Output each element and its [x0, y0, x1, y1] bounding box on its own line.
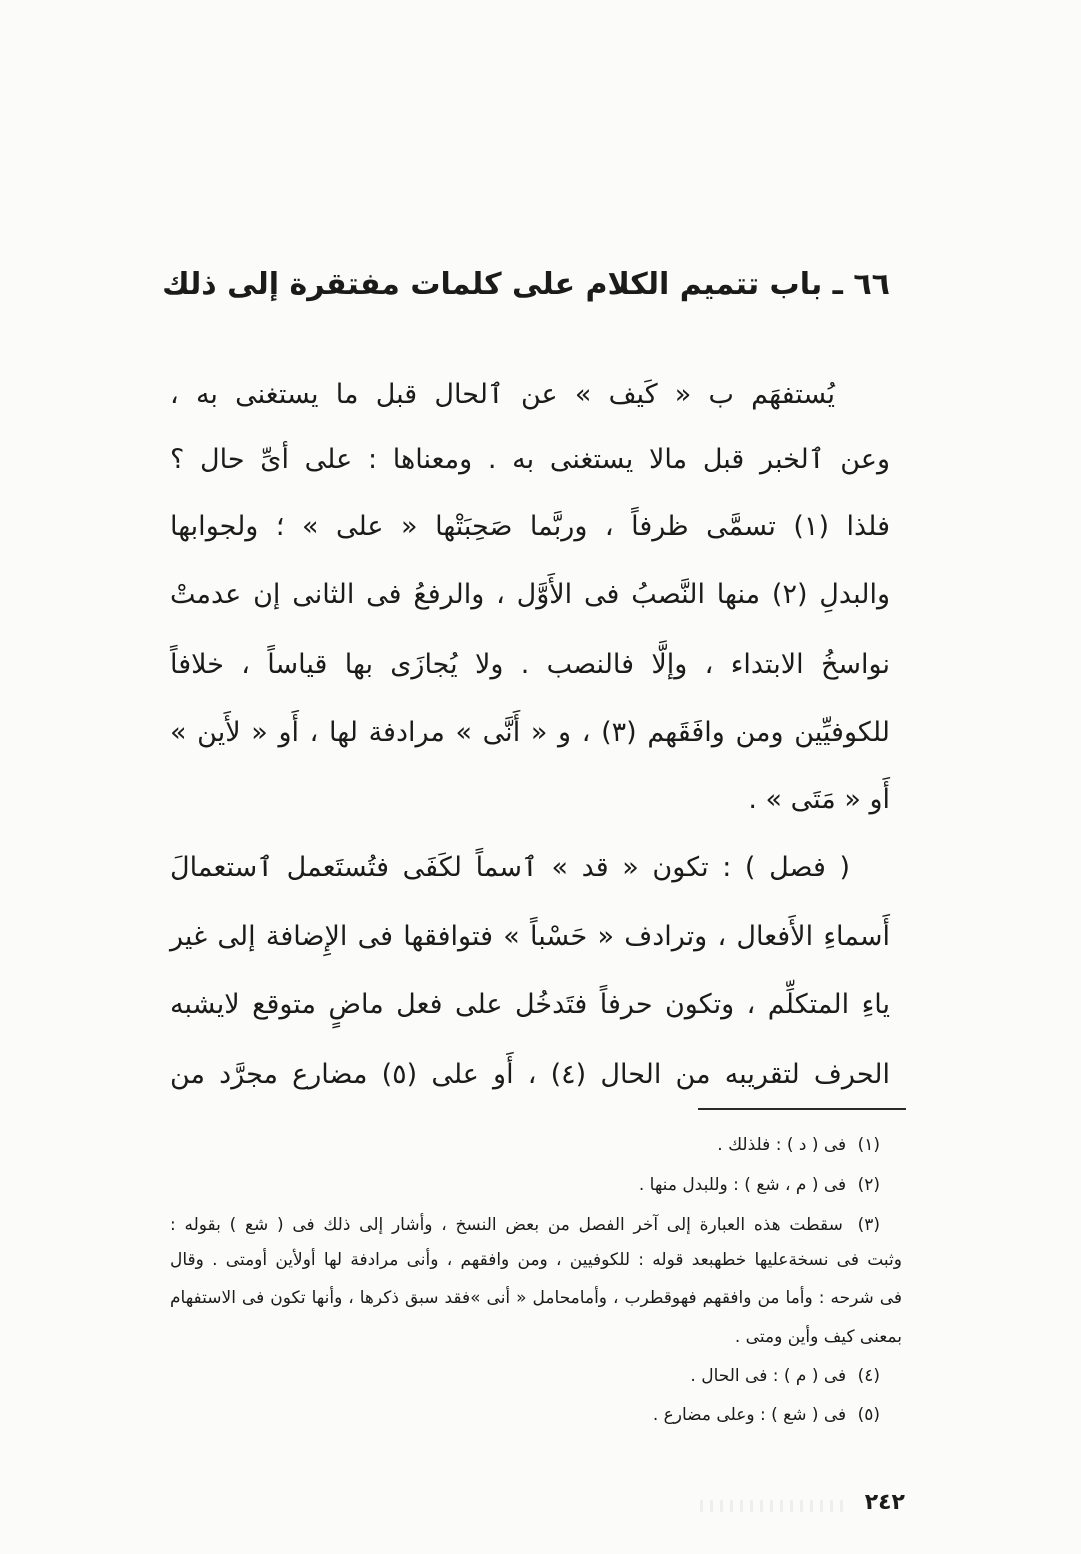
paragraph-1-line-1: يُستفهَم ب « كَيف » عن ٱلحال قبل ما يستغنى به ،	[170, 379, 835, 410]
footnote-marker: (٣)	[857, 1215, 881, 1235]
chapter-title: ٦٦ ـ باب تتميم الكلام على كلمات مفتقرة إلى ذلك	[162, 267, 890, 302]
footnote-text: فى ( د ) : فلذلك .	[717, 1135, 847, 1155]
paragraph-1-line-2: وعن ٱلخبر قبل مالا يستغنى به . ومعناها : على أىِّ حال ؟	[170, 444, 890, 475]
paragraph-1-line-5: نواسخُ الابتداء ، وإلَّا فالنصب . ولا يُجازَى بها قياساً ، خلافاً	[170, 649, 890, 680]
footnote-3-continuation-1: وثبت فى نسخةعليها خطهبعد قوله : للكوفيين ، ومن وافقهم ، وأنى مرادفة لها أولأين أومتى . وقال	[170, 1250, 902, 1270]
paragraph-2-line-1: ( فصل ) : تكون « قد » ٱسماً لكَفَى فتُستَعمل ٱستعمالَ	[170, 852, 850, 883]
paragraph-2-line-2: أَسماءِ الأَفعال ، وترادف « حَسْباً » فتوافقها فى الإِضافة إلى غير	[170, 921, 890, 952]
paragraph-1-line-3: فلذا (١) تسمَّى ظرفاً ، وربَّما صَحِبَتْها « على » ؛ ولجوابها	[170, 511, 891, 542]
footnote-separator	[698, 1108, 906, 1110]
footnote-1	[170, 1131, 902, 1159]
footnote-3-continuation-2: فى شرحه : وأما من وافقهم فهوقطرب ، وأمامحامل « أنى »فقد سبق ذكرها ، وأنها تكون فى الاستفهام	[170, 1288, 902, 1308]
footnote-3-continuation-3: بمعنى كيف وأين ومتى .	[734, 1327, 902, 1347]
footnote-text: سقطت هذه العبارة إلى آخر الفصل من بعض النسخ ، وأشار إلى ذلك فى ( شع ) بقوله :	[170, 1215, 843, 1235]
footnote-marker: (٥)	[857, 1405, 880, 1425]
paragraph-1-line-4: والبدلِ (٢) منها النَّصبُ فى الأَوَّل ، والرفعُ فى الثانى إن عدمتْ	[170, 579, 890, 610]
footnote-text: فى ( م ، شع ) : وللبدل منها .	[638, 1175, 847, 1195]
footnote-marker: (٤)	[857, 1366, 880, 1386]
footnote-3	[170, 1211, 902, 1239]
footnote-marker: (٢)	[857, 1175, 880, 1195]
page-number: ٢٤٢	[864, 1490, 905, 1515]
footnote-5	[170, 1401, 902, 1429]
footnote-4	[170, 1362, 902, 1390]
footnote-marker: (١)	[857, 1135, 880, 1155]
paragraph-1-line-7: أَو « مَتَى » .	[748, 784, 890, 815]
footnote-text: فى ( شع ) : وعلى مضارع .	[652, 1405, 847, 1425]
paragraph-1-line-6: للكوفيِّين ومن وافَقَهم (٣) ، و « أَنَّى » مرادفة لها ، أَو « لأَين »	[170, 717, 890, 748]
footnote-text: فى ( م ) : فى الحال .	[690, 1366, 847, 1386]
paragraph-2-line-3: ياءِ المتكلِّم ، وتكون حرفاً فتَدخُل على فعل ماضٍ متوقع لايشبه	[170, 989, 890, 1020]
footnote-2	[170, 1171, 902, 1199]
scan-smudge	[700, 1500, 850, 1512]
paragraph-2-line-4: الحرف لتقريبه من الحال (٤) ، أَو على (٥) مضارع مجرَّد من	[170, 1059, 890, 1090]
